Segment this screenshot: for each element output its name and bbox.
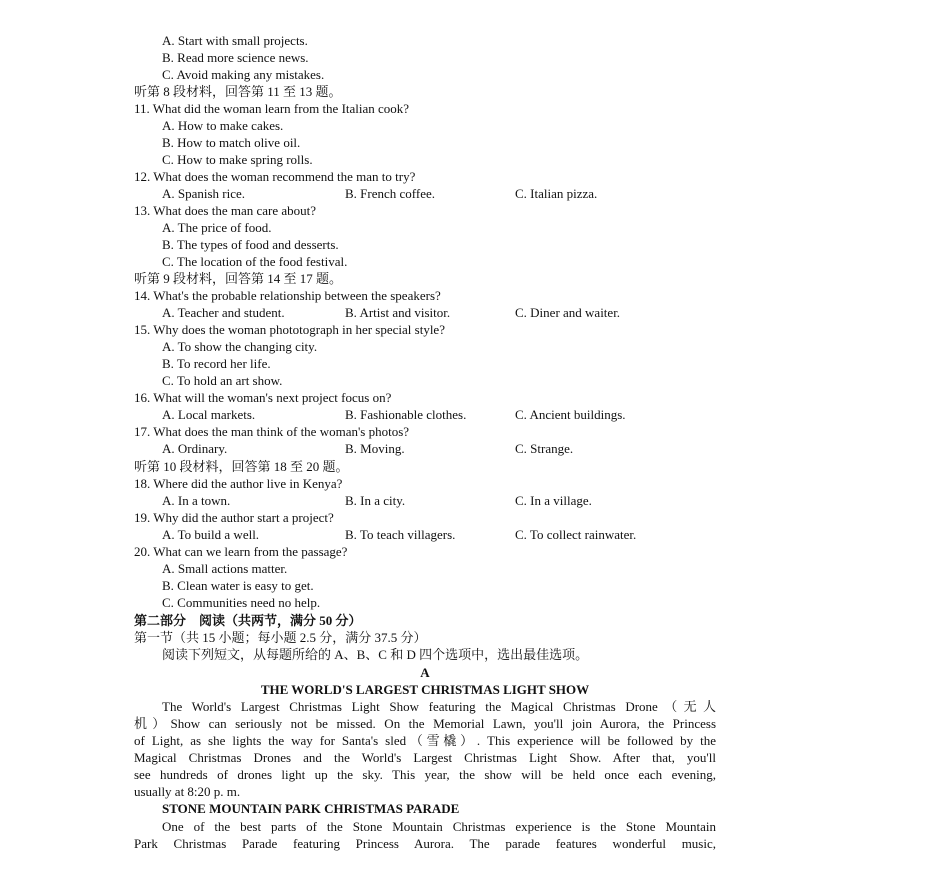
q19-question: 19. Why did the author start a project? <box>134 510 334 525</box>
q20-option-a: A. Small actions matter. <box>162 561 288 576</box>
passage-letter: A <box>420 665 430 680</box>
para1-line3: of Light, as she lights the way for Santa's sled（雪橇）. This experience will be followed by the <box>134 733 716 748</box>
q20-question: 20. What can we learn from the passage? <box>134 544 348 559</box>
q18-option-c: C. In a village. <box>515 493 592 508</box>
q17-option-b: B. Moving. <box>345 441 405 456</box>
q20-option-b: B. Clean water is easy to get. <box>162 578 314 593</box>
q15-question: 15. Why does the woman phototograph in her special style? <box>134 322 445 337</box>
q13-option-a: A. The price of food. <box>162 220 272 235</box>
q18-option-a: A. In a town. <box>162 493 231 508</box>
q15-option-b: B. To record her life. <box>162 356 271 371</box>
q16-question: 16. What will the woman's next project focus on? <box>134 390 392 405</box>
para1-line2: 机）Show can seriously not be missed. On the Memorial Lawn, you'll join Aurora, the Princess <box>134 716 716 731</box>
section8-header: 听第 8 段材料，回答第 11 至 13 题。 <box>134 84 342 99</box>
q14-option-b: B. Artist and visitor. <box>345 305 451 320</box>
q14-question: 14. What's the probable relationship between the speakers? <box>134 288 441 303</box>
section10-header: 听第 10 段材料，回答第 18 至 20 题。 <box>134 459 349 474</box>
q16-option-c: C. Ancient buildings. <box>515 407 626 422</box>
q19-option-a: A. To build a well. <box>162 527 260 542</box>
q15-option-a: A. To show the changing city. <box>162 339 318 354</box>
q14-option-a: A. Teacher and student. <box>162 305 285 320</box>
para2-line2: Park Christmas Parade featuring Princess Aurora. The parade features wonderful music, <box>134 836 716 851</box>
q12-question: 12. What does the woman recommend the man to try? <box>134 169 416 184</box>
heading-light-show: THE WORLD'S LARGEST CHRISTMAS LIGHT SHOW <box>260 682 590 697</box>
q17-question: 17. What does the man think of the woman's photos? <box>134 424 410 439</box>
q13-option-c: C. The location of the food festival. <box>162 254 348 269</box>
reading-instruction: 阅读下列短文，从每题所给的 A、B、C 和 D 四个选项中，选出最佳选项。 <box>162 647 589 662</box>
q16-option-b: B. Fashionable clothes. <box>345 407 467 422</box>
part-two-title: 第二部分 阅读（共两节，满分 50 分） <box>134 613 362 628</box>
q10-option-c: C. Avoid making any mistakes. <box>162 67 325 82</box>
q13-question: 13. What does the man care about? <box>134 203 317 218</box>
q18-question: 18. Where did the author live in Kenya? <box>134 476 343 491</box>
q20-option-c: C. Communities need no help. <box>162 595 321 610</box>
q11-option-a: A. How to make cakes. <box>162 118 284 133</box>
q15-option-c: C. To hold an art show. <box>162 373 283 388</box>
q13-option-b: B. The types of food and desserts. <box>162 237 339 252</box>
q17-option-a: A. Ordinary. <box>162 441 228 456</box>
q19-option-c: C. To collect rainwater. <box>515 527 637 542</box>
heading-parade: STONE MOUNTAIN PARK CHRISTMAS PARADE <box>162 801 460 816</box>
para1-line1: The World's Largest Christmas Light Show featuring the Magical Christmas Drone（无人 <box>162 699 716 714</box>
q12-option-b: B. French coffee. <box>345 186 436 201</box>
q11-option-c: C. How to make spring rolls. <box>162 152 313 167</box>
para2-line1: One of the best parts of the Stone Mountain Christmas experience is the Stone Mountain <box>162 819 716 834</box>
q14-option-c: C. Diner and waiter. <box>515 305 621 320</box>
q17-option-c: C. Strange. <box>515 441 574 456</box>
q10-option-b: B. Read more science news. <box>162 50 309 65</box>
q16-option-a: A. Local markets. <box>162 407 256 422</box>
q12-option-c: C. Italian pizza. <box>515 186 598 201</box>
para1-line4: Magical Christmas Drones and the World's Largest Christmas Light Show. After that, you'll <box>134 750 716 765</box>
q19-option-b: B. To teach villagers. <box>345 527 456 542</box>
q11-question: 11. What did the woman learn from the Italian cook? <box>134 101 410 116</box>
para1-line6: usually at 8:20 p. m. <box>134 784 241 799</box>
section9-header: 听第 9 段材料，回答第 14 至 17 题。 <box>134 271 343 286</box>
q11-option-b: B. How to match olive oil. <box>162 135 301 150</box>
q18-option-b: B. In a city. <box>345 493 406 508</box>
q12-option-a: A. Spanish rice. <box>162 186 246 201</box>
q10-option-a: A. Start with small projects. <box>162 33 308 48</box>
section-one-title: 第一节（共 15 小题；每小题 2.5 分，满分 37.5 分） <box>134 630 427 645</box>
para1-line5: see hundreds of drones light up the sky. This year, the show will be held once each evening, <box>134 767 716 782</box>
